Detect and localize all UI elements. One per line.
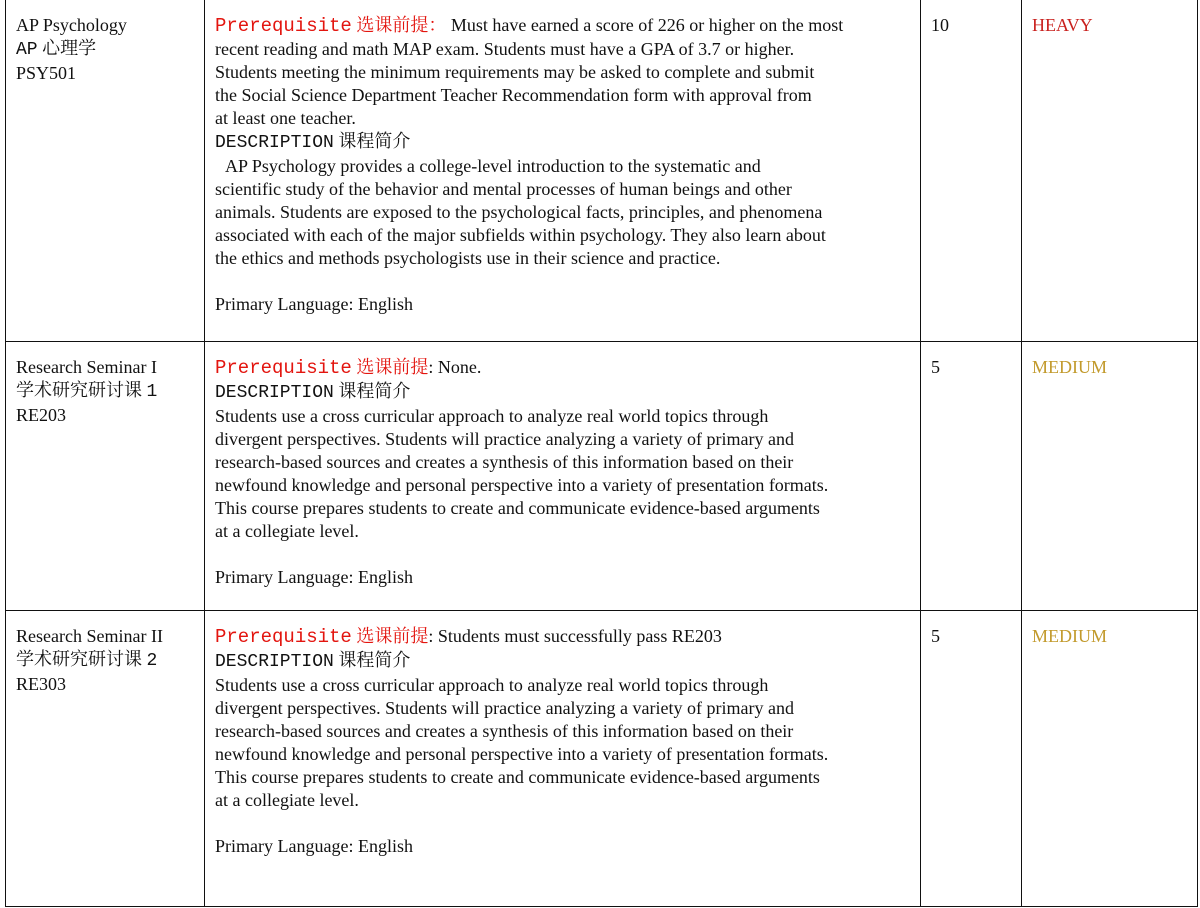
description-heading <box>215 380 910 405</box>
prerequisite-label: Prerequisite <box>215 357 352 379</box>
course-name-cn-suffix: 2 <box>146 651 158 671</box>
credits-cell <box>921 611 1022 907</box>
description-line: associated with each of the major subfields within psychology. They also learn about <box>215 225 826 245</box>
description-label-cn: 课程简介 <box>333 131 411 151</box>
prerequisite-label: Prerequisite <box>215 15 352 37</box>
workload-cell <box>1022 611 1198 907</box>
description-line: research-based sources and creates a synthesis of this information based on their <box>215 721 794 741</box>
description-label: DESCRIPTION <box>215 652 334 672</box>
description-line: the ethics and methods psychologists use in their science and practice. <box>215 248 721 268</box>
course-name-cell <box>6 342 205 611</box>
description-heading <box>215 130 910 155</box>
workload-badge: HEAVY <box>1032 15 1093 35</box>
workload-badge: MEDIUM <box>1032 626 1107 646</box>
course-details-cell <box>205 0 921 342</box>
course-code: PSY501 <box>16 63 77 83</box>
workload-badge: MEDIUM <box>1032 357 1107 377</box>
description-line: newfound knowledge and personal perspective into a variety of presentation formats. <box>215 475 829 495</box>
prerequisite-text: Must have earned a score of 226 or higher on the most <box>446 15 844 35</box>
course-name-cn-suffix: 1 <box>146 382 158 402</box>
course-name-cn-text: 学术研究研讨课 <box>16 380 147 400</box>
prerequisite-text: : None. <box>428 357 482 377</box>
credits-value: 5 <box>931 357 940 377</box>
prerequisite-label-cn: 选课前提 <box>351 357 429 377</box>
description-label-cn: 课程简介 <box>333 650 411 670</box>
description-line: Students use a cross curricular approach to analyze real world topics through <box>215 406 769 426</box>
course-code: RE203 <box>16 405 67 425</box>
credits-value: 10 <box>931 15 949 35</box>
primary-language: Primary Language: English <box>215 567 413 587</box>
description-line: research-based sources and creates a synthesis of this information based on their <box>215 452 794 472</box>
description-line: scientific study of the behavior and mental processes of human beings and other <box>215 179 792 199</box>
prerequisite-line-1 <box>215 356 910 380</box>
course-row-ap-psychology <box>6 0 1198 342</box>
description-line: Students use a cross curricular approach to analyze real world topics through <box>215 675 769 695</box>
description-label: DESCRIPTION <box>215 133 334 153</box>
course-row-research-seminar-1 <box>6 342 1198 611</box>
course-name-cn <box>16 379 194 404</box>
course-name-cn-text: 学术研究研讨课 <box>16 649 147 669</box>
course-name-cell <box>6 611 205 907</box>
primary-language: Primary Language: English <box>215 294 413 314</box>
credits-cell <box>921 0 1022 342</box>
course-name-cn <box>16 37 194 62</box>
description-line: newfound knowledge and personal perspective into a variety of presentation formats. <box>215 744 829 764</box>
description-line: divergent perspectives. Students will practice analyzing a variety of primary and <box>215 698 794 718</box>
description-label: DESCRIPTION <box>215 383 334 403</box>
description-line: at a collegiate level. <box>215 521 359 541</box>
primary-language: Primary Language: English <box>215 836 413 856</box>
prerequisite-line-1 <box>215 625 910 649</box>
credits-value: 5 <box>931 626 940 646</box>
course-table <box>5 0 1198 907</box>
description-heading <box>215 649 910 674</box>
prerequisite-label-cn: 选课前提 <box>351 626 429 646</box>
course-details-cell <box>205 611 921 907</box>
description-line: at a collegiate level. <box>215 790 359 810</box>
description-line: animals. Students are exposed to the psychological facts, principles, and phenomena <box>215 202 823 222</box>
spacer <box>215 270 910 293</box>
spacer <box>215 543 910 566</box>
description-line: divergent perspectives. Students will practice analyzing a variety of primary and <box>215 429 794 449</box>
prerequisite-label: Prerequisite <box>215 626 352 648</box>
prerequisite-line: the Social Science Department Teacher Recommendation form with approval from <box>215 85 812 105</box>
course-row-research-seminar-2 <box>6 611 1198 907</box>
spacer <box>215 812 910 835</box>
description-label-cn: 课程简介 <box>333 381 411 401</box>
workload-cell <box>1022 342 1198 611</box>
course-name-cell <box>6 0 205 342</box>
prerequisite-line: recent reading and math MAP exam. Students must have a GPA of 3.7 or higher. <box>215 39 795 59</box>
prerequisite-line: at least one teacher. <box>215 108 356 128</box>
description-line: AP Psychology provides a college-level introduction to the systematic and <box>225 156 761 176</box>
course-name-en: Research Seminar II <box>16 626 163 646</box>
credits-cell <box>921 342 1022 611</box>
prerequisite-label-cn: 选课前提： <box>351 15 447 35</box>
prerequisite-line: Students meeting the minimum requirements may be asked to complete and submit <box>215 62 815 82</box>
course-name-cn-text: 心理学 <box>37 38 97 58</box>
course-details-cell <box>205 342 921 611</box>
workload-cell <box>1022 0 1198 342</box>
prerequisite-line-1 <box>215 14 910 38</box>
course-name-cn-prefix: AP <box>16 40 38 60</box>
description-line: This course prepares students to create and communicate evidence-based arguments <box>215 498 820 518</box>
description-line: This course prepares students to create and communicate evidence-based arguments <box>215 767 820 787</box>
prerequisite-text: : Students must successfully pass RE203 <box>428 626 722 646</box>
course-name-cn <box>16 648 194 673</box>
course-name-en: Research Seminar I <box>16 357 157 377</box>
course-name-en: AP Psychology <box>16 15 127 35</box>
course-code: RE303 <box>16 674 67 694</box>
